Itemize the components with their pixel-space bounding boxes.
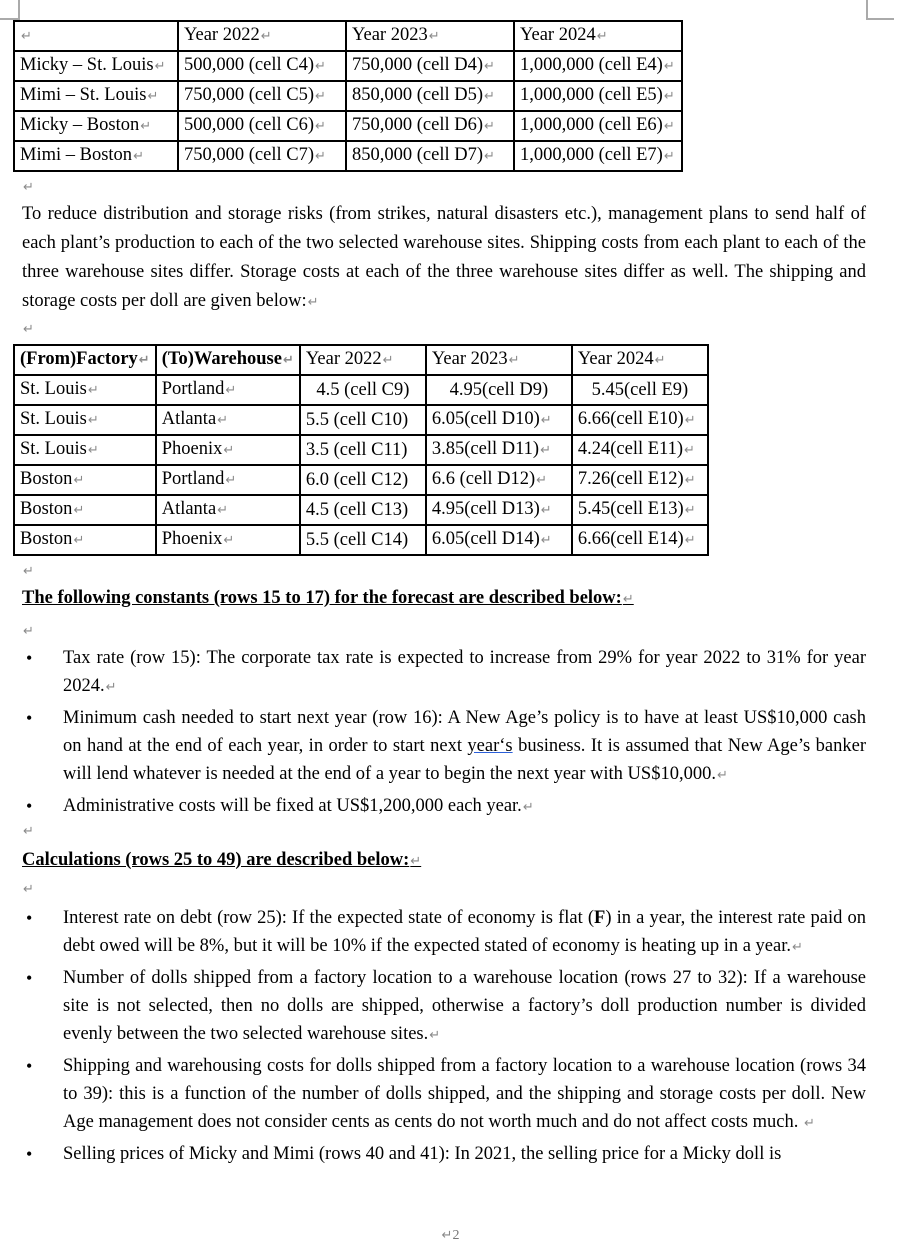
table-cell: 500,000 (cell C6)↵ (178, 111, 346, 141)
calculations-list (22, 904, 866, 1170)
table-cell: 6.66(cell E14)↵ (572, 525, 708, 555)
table-cell: Boston↵ (14, 465, 156, 495)
table-cell: Atlanta↵ (156, 495, 300, 525)
table-cell: Year 2023↵ (346, 21, 514, 51)
page-number: ↵2 (441, 1228, 460, 1243)
table-cell: 5.5 (cell C10) (300, 405, 426, 435)
table-cell: (From)Factory↵ (14, 345, 156, 375)
table-row (14, 495, 708, 525)
table-cell: Mimi – St. Louis↵ (14, 81, 178, 111)
table-cell: 6.05(cell D14)↵ (426, 525, 572, 555)
table-cell: (To)Warehouse↵ (156, 345, 300, 375)
table-cell: Portland↵ (156, 375, 300, 405)
intro-paragraph: To reduce distribution and storage risks (from strikes, natural disasters etc.), management plans to send half of each plant’s production to each of the two selected warehouse sites. Shipping costs from each plant to each of the three warehouse sites differ. Storage costs at each of the three warehouse sites differ as well. The shipping and storage costs per doll are given below:↵ (22, 204, 866, 311)
table-cell: 5.45(cell E9) (572, 375, 708, 405)
crop-mark-left (0, 0, 20, 20)
table-cell: 4.95(cell D9) (426, 375, 572, 405)
table-cell: 850,000 (cell D7)↵ (346, 141, 514, 171)
list-item: • Shipping and warehousing costs for dolls shipped from a factory location to a warehouse location (rows 34 to 39): this is a function of the number of dolls shipped, and the shipping and storage costs per doll. New Age management does not consider cents as cents do not worth much and do not affect costs much. ↵ (22, 1052, 866, 1138)
table-cell: Year 2022↵ (300, 345, 426, 375)
table-cell: Portland↵ (156, 465, 300, 495)
table-cell: Mimi – Boston↵ (14, 141, 178, 171)
table-cell: 6.66(cell E10)↵ (572, 405, 708, 435)
empty-paragraph: ↵ (23, 624, 34, 639)
table-cell: Micky – St. Louis↵ (14, 51, 178, 81)
empty-paragraph: ↵ (23, 322, 34, 337)
table-header-row (14, 21, 682, 51)
empty-paragraph: ↵ (23, 180, 34, 195)
table-cell: ↵ (14, 21, 178, 51)
table-cell: 4.24(cell E11)↵ (572, 435, 708, 465)
table-cell: St. Louis↵ (14, 405, 156, 435)
empty-paragraph: ↵ (23, 564, 34, 579)
table-cell: Phoenix↵ (156, 435, 300, 465)
table-row (14, 525, 708, 555)
constants-list (22, 644, 866, 824)
calculations-heading: Calculations (rows 25 to 49) are described below:↵ (22, 850, 422, 870)
table-cell: 750,000 (cell C5)↵ (178, 81, 346, 111)
table-cell: 4.5 (cell C9) (300, 375, 426, 405)
table-row (14, 81, 682, 111)
shipping-cost-table (13, 344, 709, 556)
table-cell: Micky – Boston↵ (14, 111, 178, 141)
table-cell: 5.5 (cell C14) (300, 525, 426, 555)
table-cell: Boston↵ (14, 495, 156, 525)
table-cell: 500,000 (cell C4)↵ (178, 51, 346, 81)
table-cell: Year 2024↵ (572, 345, 708, 375)
table-row (14, 51, 682, 81)
table-cell: Boston↵ (14, 525, 156, 555)
table-cell: 750,000 (cell C7)↵ (178, 141, 346, 171)
list-item: • Administrative costs will be fixed at US$1,200,000 each year.↵ (22, 792, 866, 822)
table-cell: St. Louis↵ (14, 435, 156, 465)
table-cell: Year 2024↵ (514, 21, 682, 51)
table-cell: Atlanta↵ (156, 405, 300, 435)
crop-mark-right (866, 0, 894, 20)
table-cell: 3.85(cell D11)↵ (426, 435, 572, 465)
table-cell: Year 2022↵ (178, 21, 346, 51)
table-cell: 1,000,000 (cell E5)↵ (514, 81, 682, 111)
table-row (14, 465, 708, 495)
list-item: • Selling prices of Micky and Mimi (rows 40 and 41): In 2021, the selling price for a Micky doll is (22, 1140, 866, 1168)
table-row (14, 435, 708, 465)
table-row (14, 141, 682, 171)
table-cell: Phoenix↵ (156, 525, 300, 555)
production-table (13, 20, 683, 172)
list-item: • Tax rate (row 15): The corporate tax rate is expected to increase from 29% for year 2022 to 31% for year 2024.↵ (22, 644, 866, 702)
table-row (14, 405, 708, 435)
table-cell: 7.26(cell E12)↵ (572, 465, 708, 495)
table-cell: St. Louis↵ (14, 375, 156, 405)
table-cell: Year 2023↵ (426, 345, 572, 375)
constants-heading: The following constants (rows 15 to 17) for the forecast are described below:↵ (22, 588, 634, 608)
empty-paragraph: ↵ (23, 824, 34, 839)
table-cell: 1,000,000 (cell E6)↵ (514, 111, 682, 141)
table-cell: 6.0 (cell C12) (300, 465, 426, 495)
table-header-row (14, 345, 708, 375)
table-cell: 4.5 (cell C13) (300, 495, 426, 525)
table-cell: 4.95(cell D13)↵ (426, 495, 572, 525)
table-cell: 6.6 (cell D12)↵ (426, 465, 572, 495)
table-cell: 850,000 (cell D5)↵ (346, 81, 514, 111)
table-cell: 1,000,000 (cell E4)↵ (514, 51, 682, 81)
table-cell: 750,000 (cell D6)↵ (346, 111, 514, 141)
list-item: • Interest rate on debt (row 25): If the expected state of economy is flat (F) in a year, the interest rate paid on debt owed will be 8%, but it will be 10% if the expected stated of economy is heating up in a year.↵ (22, 904, 866, 962)
table-cell: 1,000,000 (cell E7)↵ (514, 141, 682, 171)
list-item: • Minimum cash needed to start next year (row 16): A New Age’s policy is to have at least US$10,000 cash on hand at the end of each year, in order to start next year‘s business. It is assumed that New Age’s banker will lend whatever is needed at the end of a year to begin the next year with US$10,000.↵ (22, 704, 866, 790)
table-row (14, 111, 682, 141)
table-cell: 5.45(cell E13)↵ (572, 495, 708, 525)
table-cell: 750,000 (cell D4)↵ (346, 51, 514, 81)
table-cell: 3.5 (cell C11) (300, 435, 426, 465)
list-item: • Number of dolls shipped from a factory location to a warehouse location (rows 27 to 32): If a warehouse site is not selected, then no dolls are shipped, otherwise a factory’s doll production number is divided evenly between the two selected warehouse sites.↵ (22, 964, 866, 1050)
table-row (14, 375, 708, 405)
table-cell: 6.05(cell D10)↵ (426, 405, 572, 435)
empty-paragraph: ↵ (23, 882, 34, 897)
